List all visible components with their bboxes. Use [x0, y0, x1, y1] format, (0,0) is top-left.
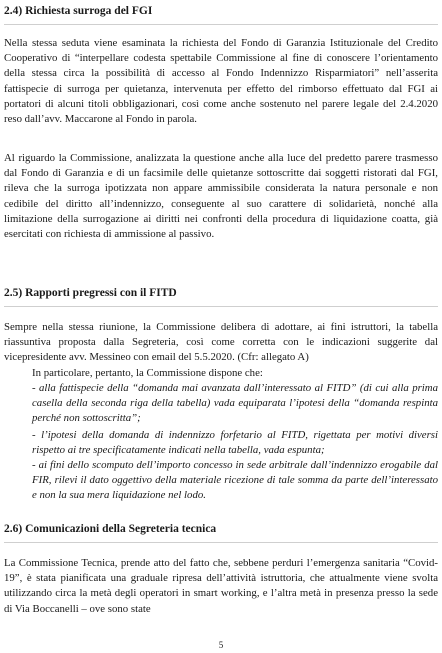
paragraph-text: In particolare, pertanto, la Commissione dispone che:	[32, 367, 263, 379]
paragraph-2-4-1	[4, 36, 438, 127]
divider	[4, 542, 438, 543]
paragraph-text: Nella stessa seduta viene esaminata la richiesta del Fondo di Garanzia Istituzionale del Credito Cooperativo di “interpellare codesta spettabile Commissione al fine di conoscere l’orientamento della stessa circa la possibilità di accesso al Fondo Indennizzo Risparmiatori” nell’asserita fattispecie di surroga per quietanza, intervenuta per effetto del rimborso effettuato dal FGI ai portatori di alcuni titoli obbligazionari, così come anche sostenuto nel parere legale del 2.4.2020 reso dall’avv. Maccarone al Fondo in parola.	[4, 37, 438, 126]
section-heading-2-6: 2.6) Comunicazioni della Segreteria tecnica	[4, 523, 217, 535]
list-item: - ai fini dello scomputo dell’importo concesso in sede arbitrale dall’indennizzo erogabile dal FIR, rilevi il dato oggettivo della materiale ricezione di tale somma da parte dell’interessato e non la sua mera liquidazione nel lodo.	[32, 459, 438, 502]
list-item: - alla fattispecie della “domanda mai avanzata dall’interessato al FITD” (di cui alla prima casella della seconda riga della tabella) vada equiparata l’ipotesi della “domanda respinta perché non sottoscritta”;	[32, 382, 438, 425]
list-item: - l’ipotesi della domanda di indennizzo forfetario al FITD, rigettata per motivi diversi rispetto ai tre specificatamente indicati nella tabella, vada espunta;	[32, 429, 438, 457]
divider	[4, 24, 438, 25]
paragraph-text: Sempre nella stessa riunione, la Commissione delibera di adottare, ai fini istruttori, la tabella riassuntiva proposta dalla Segreteria, così come corretta con le indicazioni suggerite dal vicepresidente avv. Messineo con email del 5.5.2020. (Cfr: allegato A)	[4, 321, 438, 364]
bullet-list	[32, 381, 438, 427]
paragraph-2-5-intro	[32, 366, 438, 381]
section-heading-2-5: 2.5) Rapporti pregressi con il FITD	[4, 287, 177, 299]
paragraph-text: La Commissione Tecnica, prende atto del fatto che, sebbene perduri l’emergenza sanitaria “Covid-19”, è stata pianificata una graduale ripresa dell’attività istruttoria, che attualmente viene svolta utilizzando circa la metà degli operatori in smart working, e l’altra metà in presenza presso la sede di Via Boccanelli – ove sono state	[4, 557, 438, 615]
page-number: 5	[218, 640, 224, 650]
bullet-list	[32, 428, 438, 458]
section-heading-2-4: 2.4) Richiesta surroga del FGI	[4, 5, 153, 17]
divider	[4, 306, 438, 307]
paragraph-2-5-1	[4, 320, 438, 366]
bullet-list	[32, 458, 438, 504]
paragraph-text: Al riguardo la Commissione, analizzata la questione anche alla luce del predetto parere trasmesso dal Fondo di Garanzia e di un facsimile delle quietanze sottoscritte dai soggetti ristorati dal FGI, rileva che la surroga ipotizzata non appare ammissibile considerata la natura personale e non cedibile del diritto all’indennizzo, conseguente al suo carattere di solidarietà, nonché alla limitazione della surrogazione ai diritti nei confronti della procedura di liquidazione coatta, già esercitati con richiesta di ammissione al passivo.	[4, 152, 438, 241]
paragraph-2-6-1	[4, 556, 438, 617]
paragraph-2-4-2	[4, 151, 438, 242]
